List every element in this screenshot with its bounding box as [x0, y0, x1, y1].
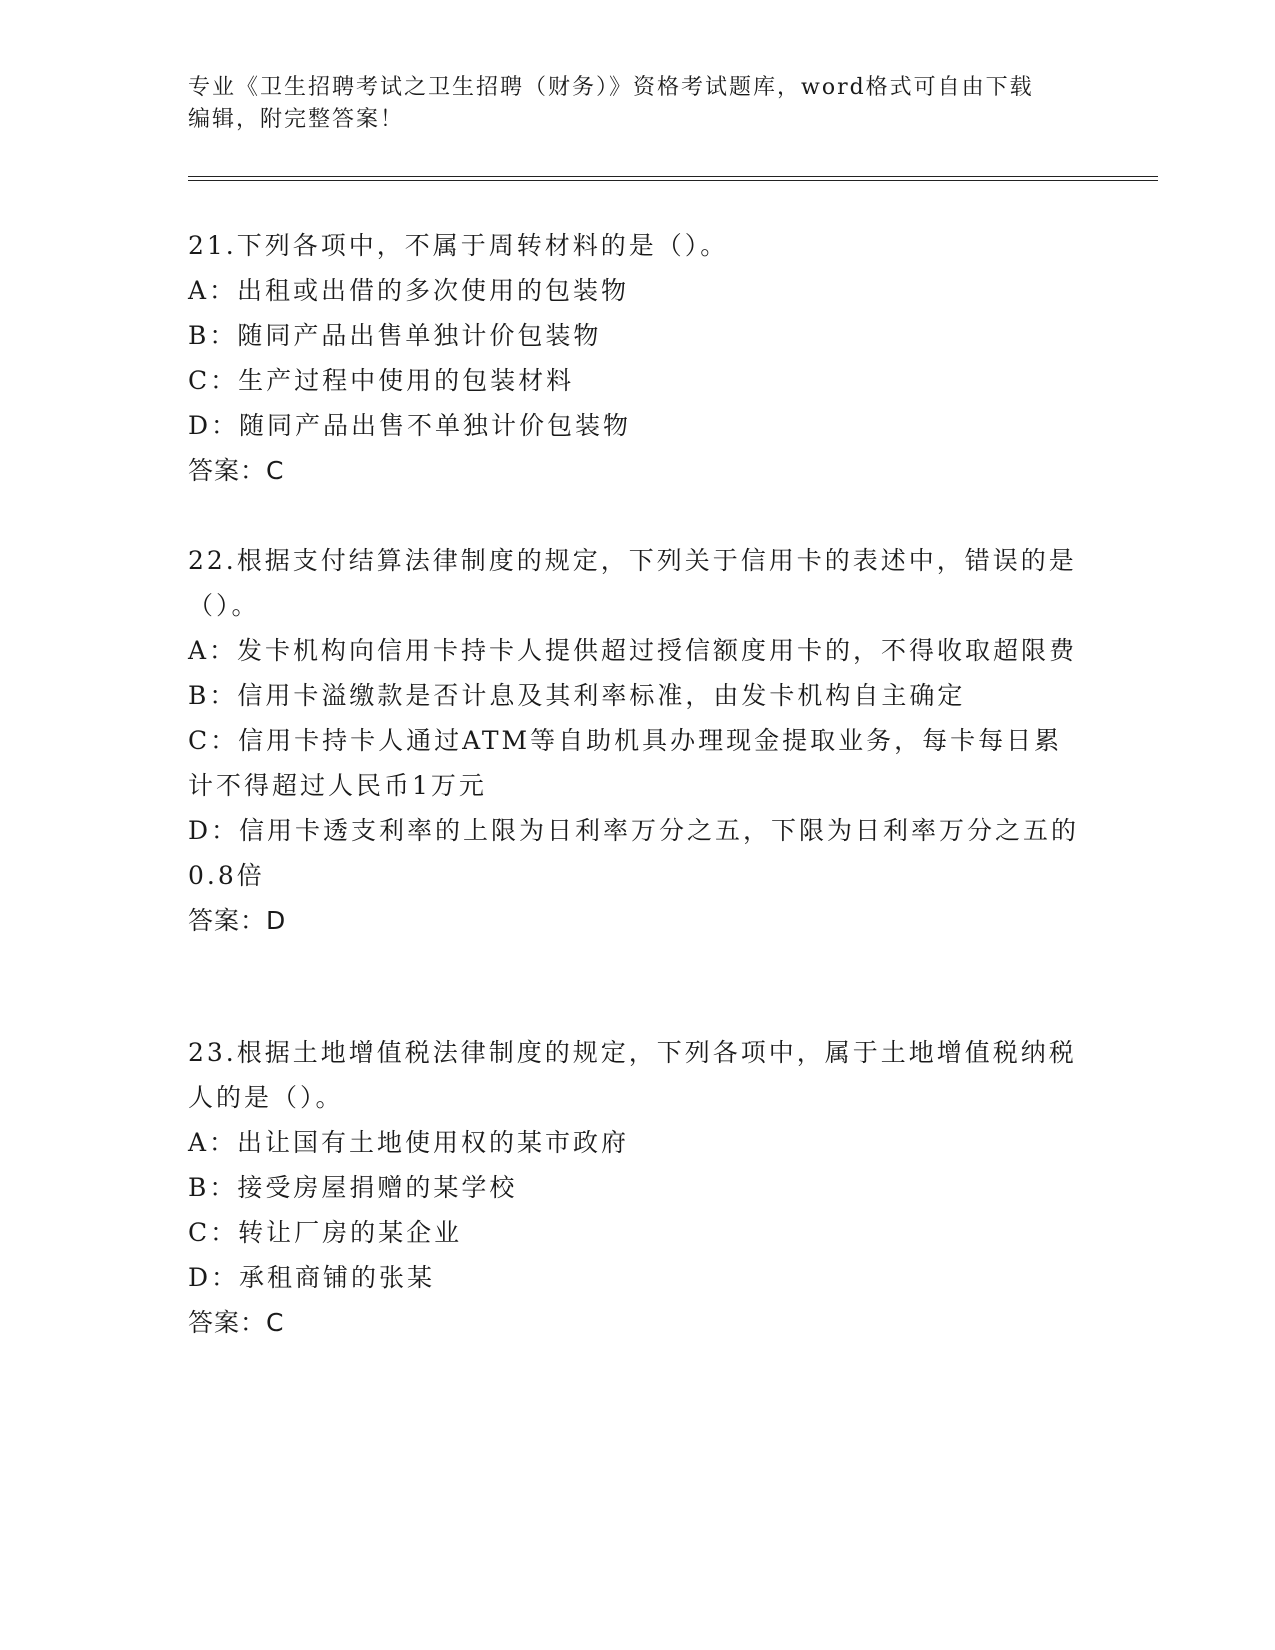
question-23 [188, 1030, 1088, 1345]
document-header [188, 72, 1068, 136]
answer: 答案：C [188, 456, 285, 485]
header-line-2: 编辑，附完整答案！ [188, 107, 405, 132]
header-line-1: 专业《卫生招聘考试之卫生招聘（财务）》资格考试题库，word格式可自由下载 [188, 75, 1034, 100]
header-divider [188, 176, 1158, 181]
option-c: C：生产过程中使用的包装材料 [188, 366, 575, 395]
option-d: D：随同产品出售不单独计价包装物 [188, 411, 632, 440]
answer: 答案：D [188, 906, 287, 935]
option-a: A：出租或出借的多次使用的包装物 [188, 276, 630, 305]
option-b: B：随同产品出售单独计价包装物 [188, 321, 602, 350]
option-a: A：发卡机构向信用卡持卡人提供超过授信额度用卡的，不得收取超限费 [188, 636, 1078, 665]
option-d: D：信用卡透支利率的上限为日利率万分之五，下限为日利率万分之五的0.8倍 [188, 816, 1080, 890]
option-b: B：接受房屋捐赠的某学校 [188, 1173, 518, 1202]
option-c: C：转让厂房的某企业 [188, 1218, 463, 1247]
option-c: C：信用卡持卡人通过ATM等自助机具办理现金提取业务，每卡每日累计不得超过人民币1万元 [188, 726, 1063, 800]
question-22 [188, 538, 1088, 943]
question-stem: 22.根据支付结算法律制度的规定，下列关于信用卡的表述中，错误的是（）。 [188, 546, 1077, 620]
option-d: D：承租商铺的张某 [188, 1263, 436, 1292]
question-21 [188, 223, 1088, 493]
question-stem: 23.根据土地增值税法律制度的规定，下列各项中，属于土地增值税纳税人的是（）。 [188, 1038, 1077, 1112]
option-b: B：信用卡溢缴款是否计息及其利率标准，由发卡机构自主确定 [188, 681, 966, 710]
option-a: A：出让国有土地使用权的某市政府 [188, 1128, 630, 1157]
question-stem: 21.下列各项中，不属于周转材料的是（）。 [188, 231, 729, 260]
answer: 答案：C [188, 1308, 285, 1337]
